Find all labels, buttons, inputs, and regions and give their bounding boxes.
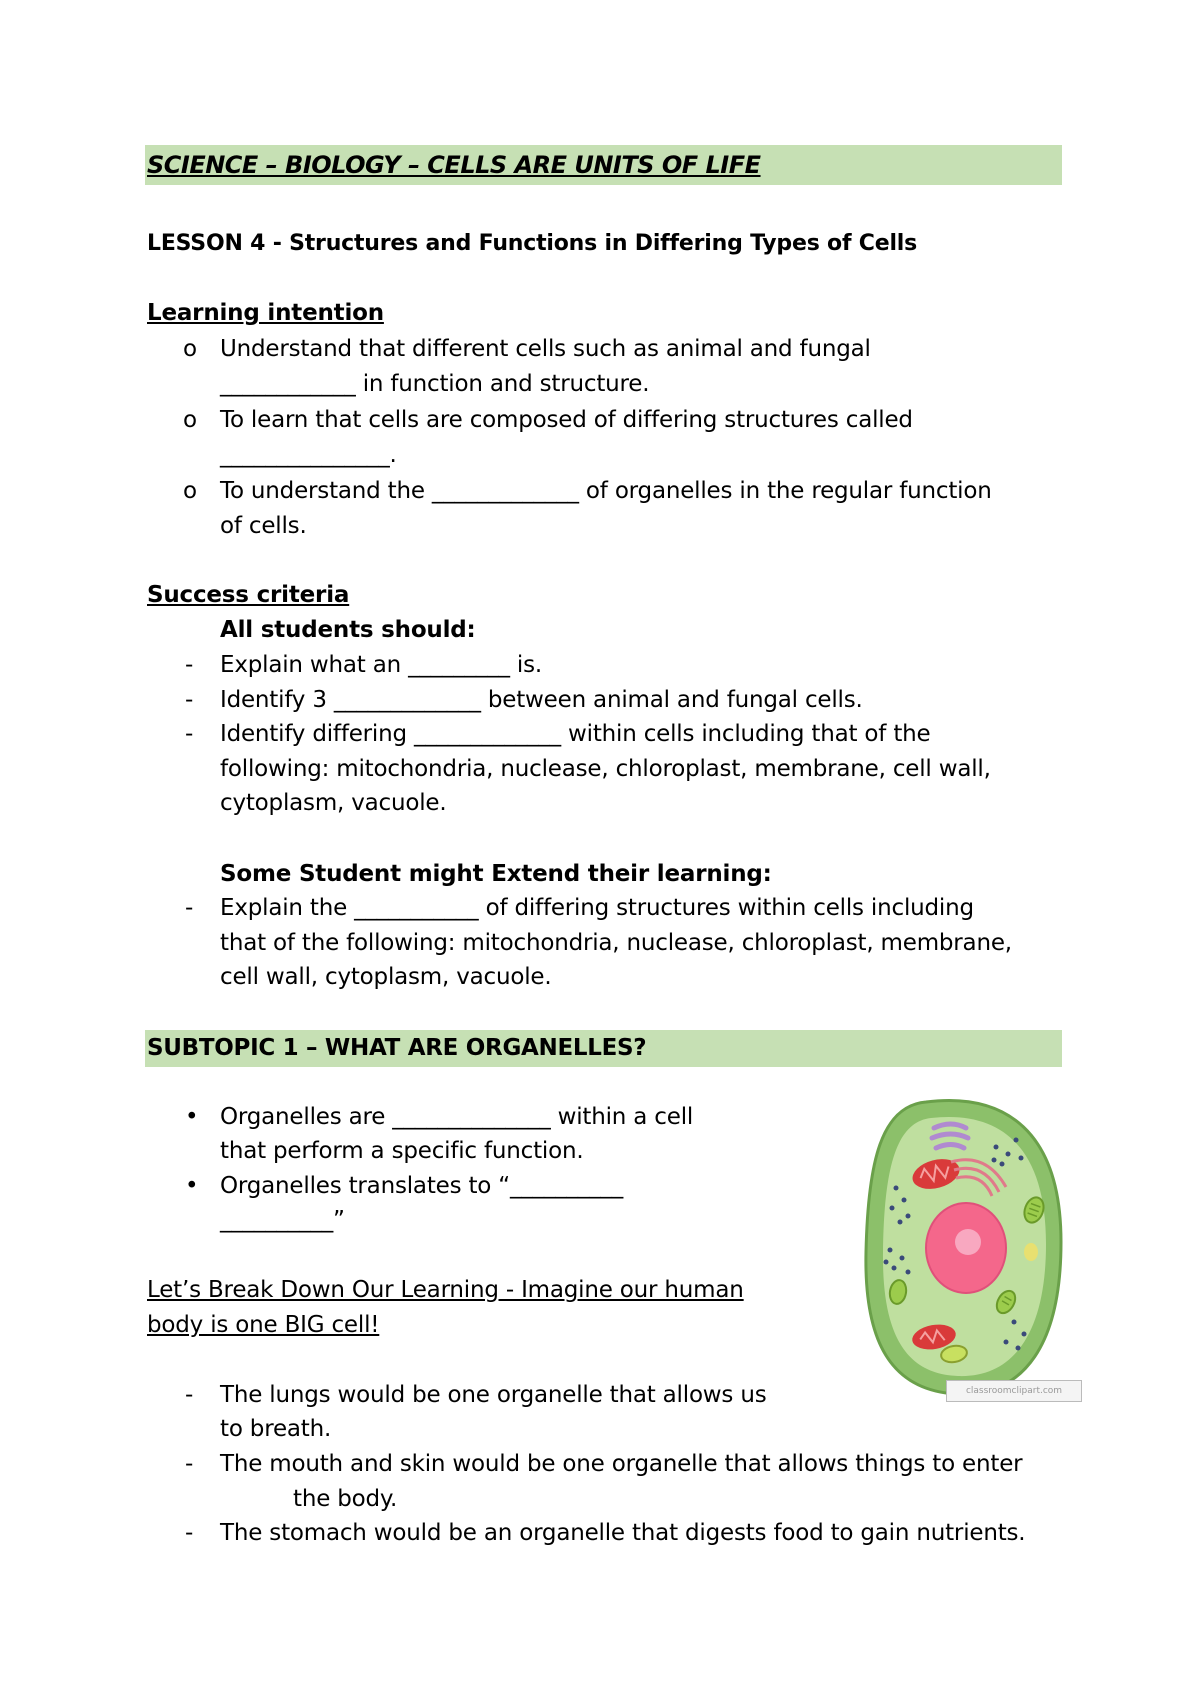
extension-label: Some Student might Extend their learning: bbox=[220, 861, 772, 887]
list-item-continuation: of cells. bbox=[220, 513, 307, 539]
bullet-marker: o bbox=[183, 407, 198, 433]
lesson-heading: LESSON 4 - Structures and Functions in Differing Types of Cells bbox=[147, 231, 918, 256]
list-item-continuation: _______________. bbox=[220, 442, 397, 468]
breakdown-heading-continuation: body is one BIG cell! bbox=[147, 1312, 380, 1338]
list-item: The lungs would be one organelle that allows us bbox=[220, 1382, 767, 1408]
list-item-continuation: ____________ in function and structure. bbox=[220, 371, 650, 397]
dash-marker: - bbox=[185, 1451, 194, 1477]
bullet-marker: o bbox=[183, 478, 198, 504]
list-item: Understand that different cells such as animal and fungal bbox=[220, 336, 871, 362]
vesicle bbox=[1024, 1243, 1038, 1261]
page-title: SCIENCE – BIOLOGY – CELLS ARE UNITS OF LIFE bbox=[147, 151, 761, 179]
list-item: The mouth and skin would be one organelle that allows things to enter bbox=[220, 1451, 1023, 1477]
list-item-continuation: cytoplasm, vacuole. bbox=[220, 790, 447, 816]
image-watermark: classroomclipart.com bbox=[946, 1380, 1082, 1402]
nucleolus bbox=[955, 1229, 981, 1255]
list-item-continuation: that of the following: mitochondria, nuclease, chloroplast, membrane, bbox=[220, 930, 1012, 956]
list-item-continuation: that perform a specific function. bbox=[220, 1138, 584, 1164]
list-item: Organelles translates to “__________ bbox=[220, 1173, 623, 1199]
bullet-marker: • bbox=[185, 1173, 199, 1199]
list-item: To understand the _____________ of organelles in the regular function bbox=[220, 478, 992, 504]
breakdown-heading: Let’s Break Down Our Learning - Imagine our human bbox=[147, 1277, 744, 1303]
list-item-continuation: to breath. bbox=[220, 1416, 332, 1442]
dash-marker: - bbox=[185, 721, 194, 747]
list-item-continuation: the body. bbox=[293, 1486, 398, 1512]
list-item: Organelles are ______________ within a cell bbox=[220, 1104, 694, 1130]
learning-intention-heading: Learning intention bbox=[147, 300, 384, 326]
success-criteria-heading: Success criteria bbox=[147, 582, 350, 608]
bullet-marker: • bbox=[185, 1104, 199, 1130]
dash-marker: - bbox=[185, 687, 194, 713]
list-item-continuation: following: mitochondria, nuclease, chloroplast, membrane, cell wall, bbox=[220, 756, 991, 782]
list-item-continuation: __________” bbox=[220, 1207, 345, 1233]
dash-marker: - bbox=[185, 652, 194, 678]
all-students-label: All students should: bbox=[220, 617, 476, 643]
dash-marker: - bbox=[185, 1520, 194, 1546]
subtopic-title: SUBTOPIC 1 – WHAT ARE ORGANELLES? bbox=[147, 1035, 647, 1061]
bullet-marker: o bbox=[183, 336, 198, 362]
list-item-continuation: cell wall, cytoplasm, vacuole. bbox=[220, 964, 552, 990]
dash-marker: - bbox=[185, 895, 194, 921]
list-item: Identify differing _____________ within cells including that of the bbox=[220, 721, 931, 747]
list-item: Explain the ___________ of differing structures within cells including bbox=[220, 895, 974, 921]
list-item: Explain what an _________ is. bbox=[220, 652, 542, 678]
list-item: The stomach would be an organelle that digests food to gain nutrients. bbox=[220, 1520, 1026, 1546]
plant-cell-illustration bbox=[856, 1092, 1084, 1402]
dash-marker: - bbox=[185, 1382, 194, 1408]
list-item: To learn that cells are composed of differing structures called bbox=[220, 407, 913, 433]
list-item: Identify 3 _____________ between animal and fungal cells. bbox=[220, 687, 863, 713]
